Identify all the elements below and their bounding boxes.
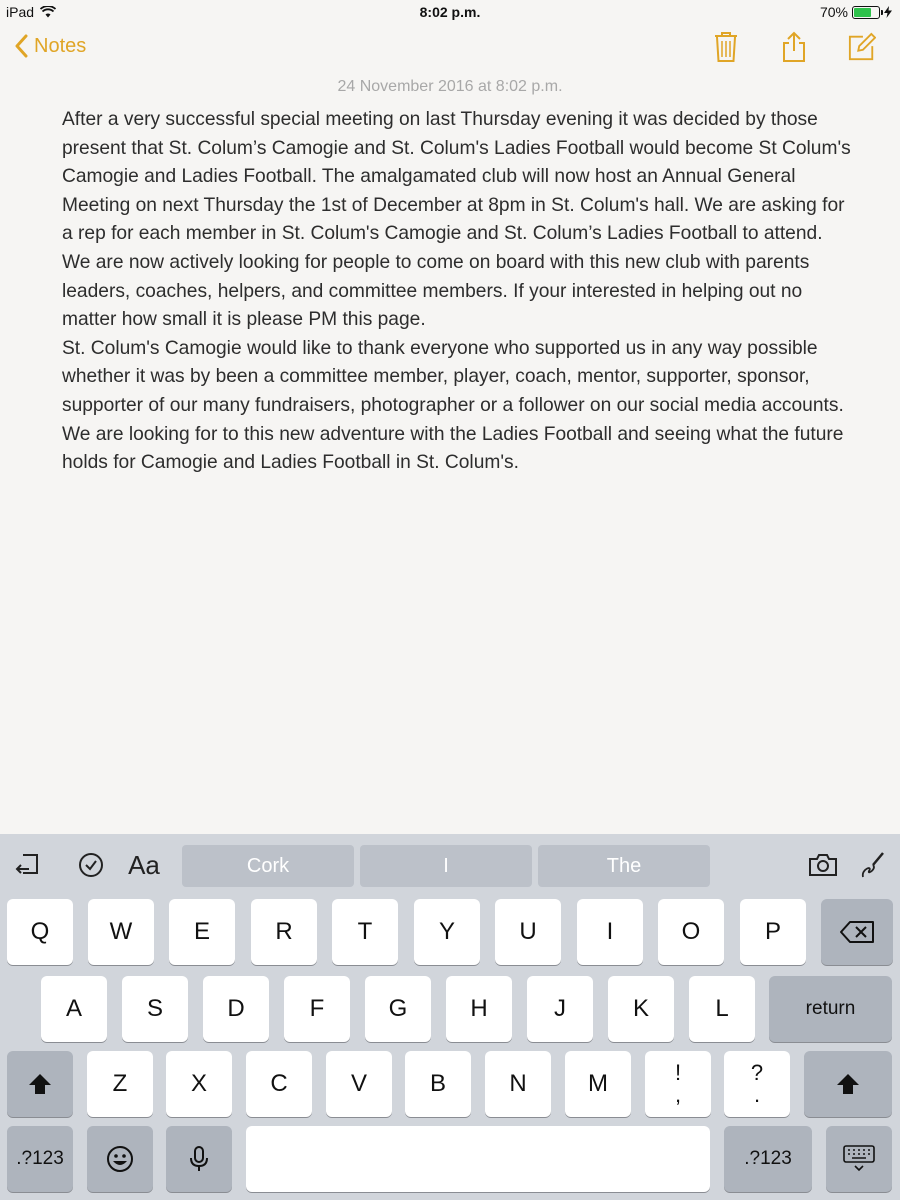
sketch-pen-icon <box>859 851 887 879</box>
key-w[interactable]: W <box>88 899 154 965</box>
key-u[interactable]: U <box>495 899 561 965</box>
space-bar[interactable] <box>246 1126 710 1192</box>
key-d[interactable]: D <box>203 976 269 1042</box>
key-o[interactable]: O <box>658 899 724 965</box>
checkmark-circle-icon <box>77 851 105 879</box>
note-paragraph: We are now actively looking for people to come on board with this new club with parents leaders, coaches, helpers, and committee members. If your interested in helping out no matter how small it is please PM this page. <box>62 251 810 331</box>
delete-key[interactable] <box>821 899 893 965</box>
undo-button[interactable] <box>10 848 44 882</box>
key-bottom-char: , <box>674 1082 682 1107</box>
key-p[interactable]: P <box>740 899 806 965</box>
shift-key-right[interactable] <box>804 1051 892 1117</box>
key-l[interactable]: L <box>689 976 755 1042</box>
key-i[interactable]: I <box>577 899 643 965</box>
key-s[interactable]: S <box>122 976 188 1042</box>
device-label: iPad <box>6 4 35 20</box>
charging-bolt-icon <box>884 6 892 18</box>
keyboard <box>0 834 900 1200</box>
key-k[interactable]: K <box>608 976 674 1042</box>
camera-icon <box>808 852 838 878</box>
format-button[interactable]: Aa <box>128 849 160 880</box>
nav-bar <box>0 26 900 72</box>
back-label: Notes <box>34 34 87 57</box>
sketch-button[interactable] <box>856 848 890 882</box>
checklist-button[interactable] <box>74 848 108 882</box>
note-paragraph: After a very successful special meeting on last Thursday evening it was decided by those present that St. Colum’s Camogie and St. Colum's Ladies Football would become St Colum's Camogie and Ladies Football. The amalgamated club will now host an Annual General Meeting on next Thursday the 1st of December at 8pm in St. Colum's hall. We are asking for a rep for each member in St. Colum's Camogie and St. Colum’s Ladies Football to attend. <box>62 109 851 245</box>
camera-button[interactable] <box>806 848 840 882</box>
key-c[interactable]: C <box>246 1051 312 1117</box>
key-r[interactable]: R <box>251 899 317 965</box>
key-bottom-char: . <box>753 1082 761 1107</box>
backspace-icon <box>839 920 875 944</box>
key-top-char: ? <box>750 1060 764 1085</box>
numbers-key-left[interactable]: .?123 <box>7 1126 73 1192</box>
status-time: 8:02 p.m. <box>419 4 481 20</box>
key-b[interactable]: B <box>405 1051 471 1117</box>
return-key[interactable]: return <box>769 976 892 1042</box>
battery-percent: 70% <box>819 4 848 20</box>
suggestion[interactable]: Cork <box>182 845 354 887</box>
key-v[interactable]: V <box>326 1051 392 1117</box>
key-x[interactable]: X <box>166 1051 232 1117</box>
microphone-icon <box>189 1145 209 1173</box>
key-m[interactable]: M <box>565 1051 631 1117</box>
key-question-period[interactable] <box>724 1051 790 1117</box>
chevron-left-icon <box>14 34 28 58</box>
numbers-key-right[interactable]: .?123 <box>724 1126 812 1192</box>
undo-icon <box>13 851 41 879</box>
shift-key-left[interactable] <box>7 1051 73 1117</box>
shift-arrow-icon <box>28 1072 52 1096</box>
key-e[interactable]: E <box>169 899 235 965</box>
note-paragraph: St. Colum's Camogie would like to thank everyone who supported us in any way possible whether it was by been a committee member, player, coach, mentor, supporter, sponsor, supporter of our many fundraisers, photographer or a follower on our social media accounts. <box>62 337 844 416</box>
emoji-key[interactable] <box>87 1126 153 1192</box>
trash-icon <box>713 31 739 63</box>
back-button[interactable] <box>14 34 86 58</box>
note-body[interactable] <box>62 106 852 478</box>
note-paragraph: We are looking for to this new adventure with the Ladies Football and seeing what the future holds for Camogie and Ladies Football in St. Colum's. <box>62 423 844 474</box>
key-exclaim-comma[interactable] <box>645 1051 711 1117</box>
hide-keyboard-key[interactable] <box>826 1126 892 1192</box>
key-f[interactable]: F <box>284 976 350 1042</box>
suggestion[interactable]: The <box>538 845 710 887</box>
key-n[interactable]: N <box>485 1051 551 1117</box>
dictation-key[interactable] <box>166 1126 232 1192</box>
key-y[interactable]: Y <box>414 899 480 965</box>
shortcut-bar <box>0 834 900 894</box>
key-j[interactable]: J <box>527 976 593 1042</box>
key-z[interactable]: Z <box>87 1051 153 1117</box>
key-q[interactable]: Q <box>7 899 73 965</box>
key-a[interactable]: A <box>41 976 107 1042</box>
note-date: 24 November 2016 at 8:02 p.m. <box>337 78 563 95</box>
compose-button[interactable] <box>848 30 876 64</box>
keyboard-dismiss-icon <box>842 1144 876 1174</box>
suggestion[interactable]: I <box>360 845 532 887</box>
battery-fill <box>854 8 871 17</box>
key-g[interactable]: G <box>365 976 431 1042</box>
emoji-smiley-icon <box>106 1145 134 1173</box>
share-button[interactable] <box>780 30 808 64</box>
battery-icon <box>852 6 880 19</box>
share-icon <box>781 31 807 63</box>
key-h[interactable]: H <box>446 976 512 1042</box>
key-top-char: ! <box>674 1060 682 1085</box>
key-t[interactable]: T <box>332 899 398 965</box>
status-bar <box>0 0 900 24</box>
trash-button[interactable] <box>712 30 740 64</box>
shift-arrow-icon <box>836 1072 860 1096</box>
compose-icon <box>848 32 876 62</box>
